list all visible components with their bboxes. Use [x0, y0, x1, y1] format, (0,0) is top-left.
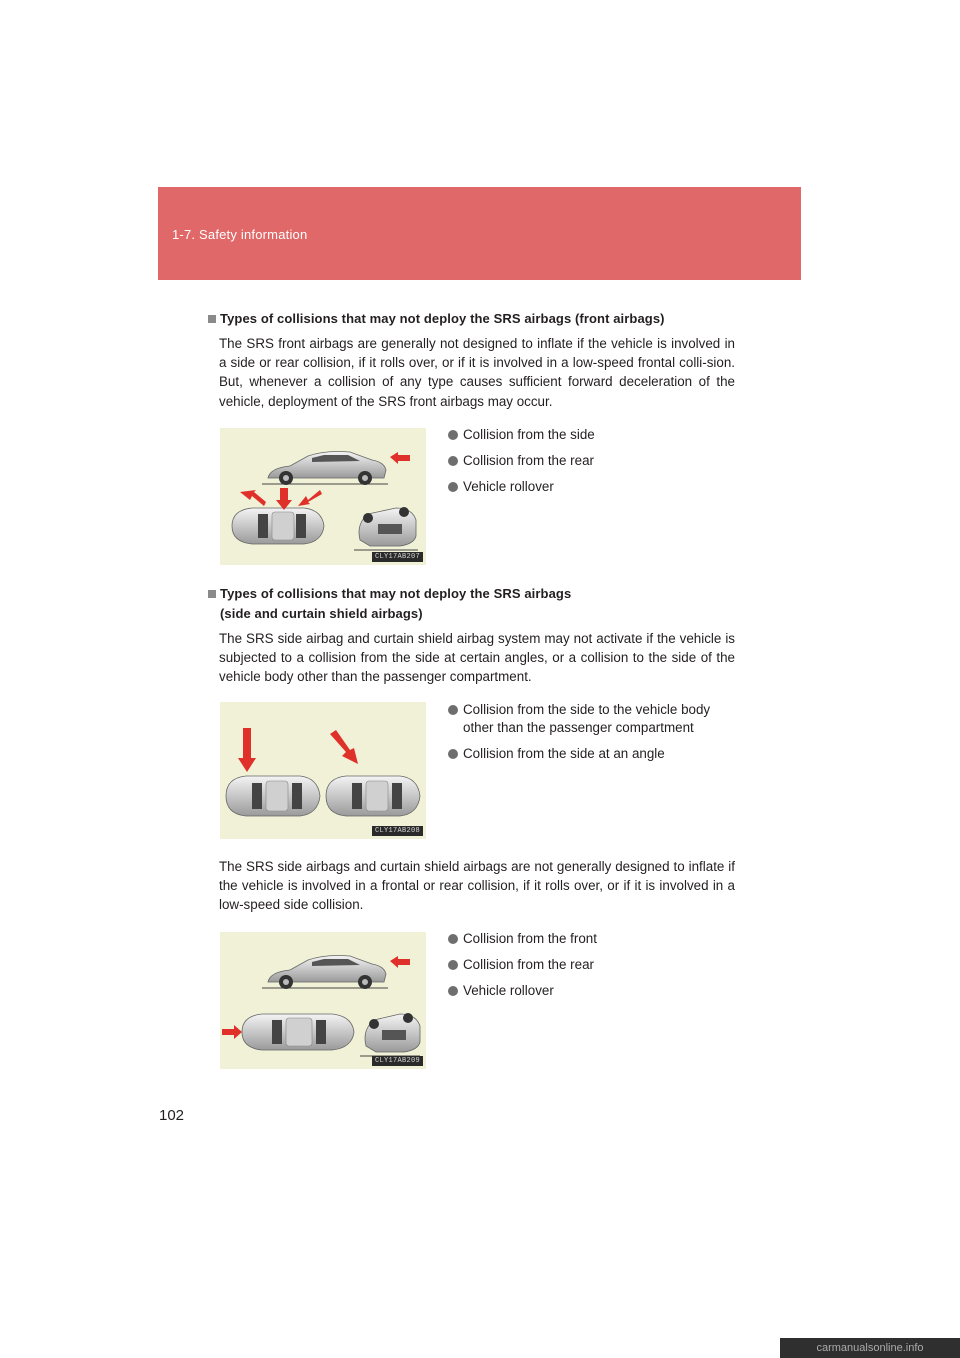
figure-front-rear-collisions — [220, 932, 426, 1069]
page-number: 102 — [159, 1107, 185, 1124]
bullet-dot-icon — [448, 430, 458, 440]
section-label: 1-7. Safety information — [172, 227, 308, 242]
bullet-list-front-rear — [448, 930, 738, 1008]
bullet-dot-icon — [448, 705, 458, 715]
figure-side-collisions — [220, 702, 426, 839]
figure-front-collisions — [220, 428, 426, 565]
square-bullet-icon — [208, 590, 216, 598]
bullet-dot-icon — [448, 986, 458, 996]
list-item: Collision from the side at an angle — [448, 745, 738, 763]
list-item: Collision from the side — [448, 426, 738, 444]
list-item: Vehicle rollover — [448, 478, 738, 496]
list-item: Collision from the side to the vehicle body other than the passenger compartment — [448, 701, 738, 737]
bullet-list-front — [448, 426, 738, 504]
car-collision-illustration — [220, 932, 426, 1069]
square-bullet-icon — [208, 315, 216, 323]
car-collision-illustration — [220, 702, 426, 839]
paragraph-front-airbags: The SRS front airbags are generally not designed to inflate if the vehicle is involved in a side or rear collision, if it rolls over, or if it is involved in a low-speed frontal colli-sion. But, whenever a collision of any type causes sufficient forward deceleration of the vehicle, deployment of the SRS front airbags may occur. — [219, 336, 735, 409]
watermark: carmanualsonline.info — [780, 1338, 960, 1358]
paragraph-side-airbags-2: The SRS side airbags and curtain shield airbags are not generally designed to inflate if the vehicle is involved in a frontal or rear collision, if it rolls over, or if it is involved in a low-speed side collision. — [219, 859, 735, 913]
bullet-dot-icon — [448, 934, 458, 944]
bullet-dot-icon — [448, 482, 458, 492]
bullet-dot-icon — [448, 456, 458, 466]
list-item: Vehicle rollover — [448, 982, 738, 1000]
figure-code: CLY17AB209 — [372, 1056, 423, 1066]
list-item: Collision from the rear — [448, 956, 738, 974]
list-item: Collision from the rear — [448, 452, 738, 470]
paragraph-side-airbags: The SRS side airbag and curtain shield airbag system may not activate if the vehicle is subjected to a collision from the side at certain angles, or a collision to the side of the vehicle body other than the passenger compartment. — [219, 631, 735, 685]
car-collision-illustration — [220, 428, 426, 565]
bullet-dot-icon — [448, 960, 458, 970]
figure-code: CLY17AB208 — [372, 826, 423, 836]
bullet-list-side — [448, 701, 738, 771]
bullet-dot-icon — [448, 749, 458, 759]
subheading-side-airbags: Types of collisions that may not deploy the SRS airbags (side and curtain shield airbags) — [220, 586, 572, 621]
subheading-front-airbags: Types of collisions that may not deploy the SRS airbags (front airbags) — [220, 311, 665, 326]
list-item: Collision from the front — [448, 930, 738, 948]
figure-code: CLY17AB207 — [372, 552, 423, 562]
section-header-band — [158, 187, 801, 280]
